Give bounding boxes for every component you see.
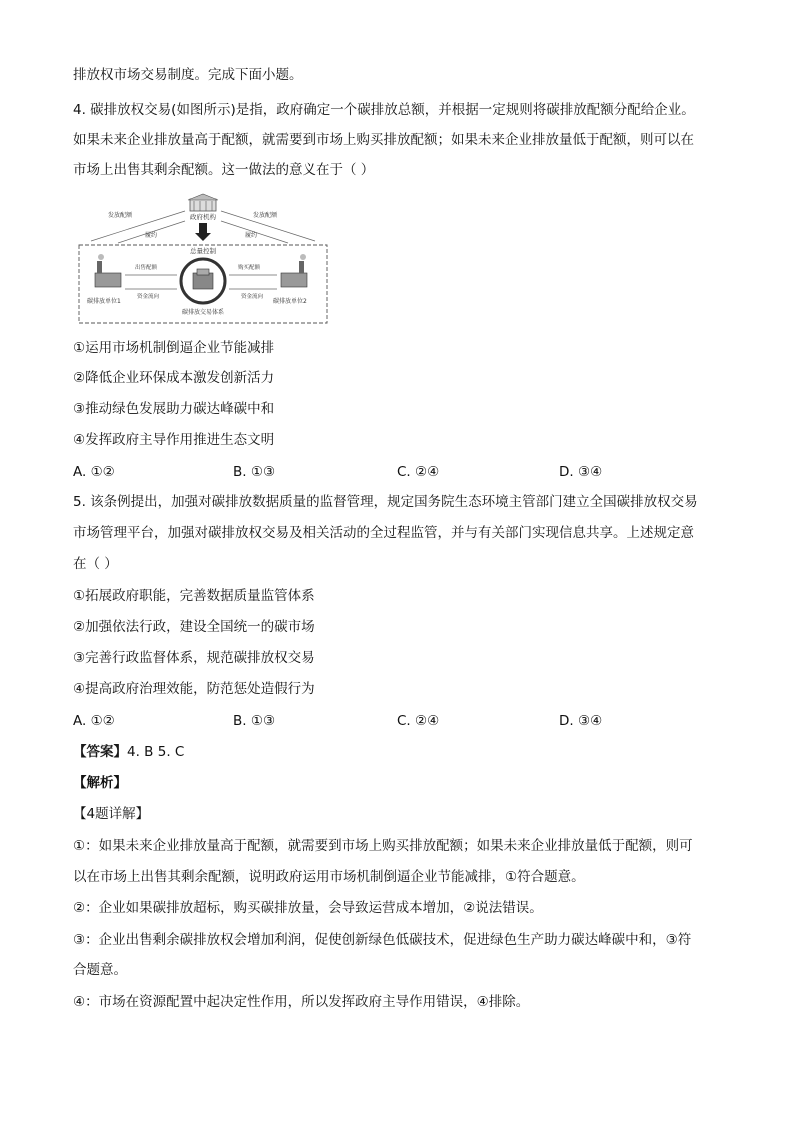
q5-choice-c: C. ②④ bbox=[397, 713, 440, 729]
government-building-icon bbox=[188, 194, 218, 211]
q5-choice-d: D. ③④ bbox=[559, 713, 603, 729]
q5-choice-b: B. ①③ bbox=[233, 713, 276, 729]
q4-choice-d: D. ③④ bbox=[559, 464, 603, 480]
analysis-3-line-2: 合题意。 bbox=[73, 962, 127, 978]
diagram-total-control-label: 总量控制 bbox=[190, 247, 216, 255]
analysis-tag: 【解析】 bbox=[73, 775, 127, 791]
q5-choice-a: A. ①② bbox=[73, 713, 115, 729]
q4-choice-a: A. ①② bbox=[73, 464, 115, 480]
analysis-4: ④：市场在资源配置中起决定性作用，所以发挥政府主导作用错误，④排除。 bbox=[73, 994, 530, 1010]
diagram-down-arrow bbox=[195, 223, 211, 241]
analysis-2: ②：企业如果碳排放超标，购买碳排放量，会导致运营成本增加，②说法错误。 bbox=[73, 900, 543, 916]
q4-choice-b: B. ①③ bbox=[233, 464, 276, 480]
q5-option-3: ③完善行政监督体系，规范碳排放权交易 bbox=[73, 650, 315, 666]
q4-stem-line-1: 4. 碳排放权交易(如图所示)是指，政府确定一个碳排放总额，并根据一定规则将碳排放配额分配给企业。 bbox=[73, 102, 695, 118]
factory-1-icon bbox=[95, 254, 121, 287]
q5-stem-line-3: 在（ ） bbox=[73, 556, 118, 572]
q5-option-2: ②加强依法行政，建设全国统一的碳市场 bbox=[73, 619, 315, 635]
q5-option-4: ④提高政府治理效能，防范惩处造假行为 bbox=[73, 681, 315, 697]
diagram-fund-right-label: 资金流向 bbox=[241, 294, 264, 300]
q4-choice-c: C. ②④ bbox=[397, 464, 440, 480]
intro-line: 排放权市场交易制度。完成下面小题。 bbox=[73, 67, 303, 83]
q4-stem-line-2: 如果未来企业排放量高于配额，就需要到市场上购买排放配额；如果未来企业排放量低于配额，则可以在 bbox=[73, 132, 694, 148]
diagram-fund-left-label: 资金流向 bbox=[137, 294, 160, 300]
answer-line bbox=[73, 742, 184, 762]
q4-stem-line-3: 市场上出售其剩余配额。这一做法的意义在于（ ） bbox=[73, 162, 375, 178]
diagram-unit1-label: 碳排放单位1 bbox=[87, 298, 121, 305]
diagram-buy-label: 购买配额 bbox=[238, 265, 261, 271]
detail-tag: 【4题详解】 bbox=[73, 806, 150, 822]
q5-choices bbox=[73, 711, 753, 731]
answer-tag: 【答案】 bbox=[73, 744, 127, 760]
q4-choices bbox=[73, 462, 753, 482]
diagram-system-label: 碳排放交易体系 bbox=[181, 309, 225, 316]
q4-option-1: ①运用市场机制倒逼企业节能减排 bbox=[73, 340, 275, 356]
diagram-sell-label: 出售配额 bbox=[135, 265, 158, 271]
diagram-unit2-label: 碳排放单位2 bbox=[273, 298, 307, 305]
q4-option-2: ②降低企业环保成本激发创新活力 bbox=[73, 370, 275, 386]
q5-stem-line-2: 市场管理平台，加强对碳排放权交易及相关活动的全过程监管，并与有关部门实现信息共享。上述规定意 bbox=[73, 525, 694, 541]
answer-text: 4. B 5. C bbox=[127, 744, 185, 760]
q4-option-4: ④发挥政府主导作用推进生态文明 bbox=[73, 432, 275, 448]
q4-option-3: ③推动绿色发展助力碳达峰碳中和 bbox=[73, 401, 275, 417]
diagram-right-allocate-label: 发放配额 bbox=[253, 212, 278, 219]
analysis-1-line-2: 以在市场上出售其剩余配额，说明政府运用市场机制倒逼企业节能减排，①符合题意。 bbox=[73, 869, 585, 885]
diagram-left-allocate-label: 发放配额 bbox=[108, 212, 133, 219]
analysis-3-line-1: ③：企业出售剩余碳排放权会增加利润，促使创新绿色低碳技术，促进绿色生产助力碳达峰碳中和，③符 bbox=[73, 932, 692, 948]
diagram-government-label: 政府机构 bbox=[190, 213, 216, 221]
carbon-trading-diagram bbox=[73, 193, 333, 328]
diagram-trading-cycle-icon bbox=[181, 259, 225, 303]
factory-2-icon bbox=[281, 254, 307, 287]
q5-stem-line-1: 5. 该条例提出，加强对碳排放数据质量的监督管理，规定国务院生态环境主管部门建立全国碳排放权交易 bbox=[73, 494, 698, 510]
diagram-right-fulfil-label: 履约 bbox=[245, 232, 258, 239]
analysis-1-line-1: ①：如果未来企业排放量高于配额，就需要到市场上购买排放配额；如果未来企业排放量低于配额，则可 bbox=[73, 838, 693, 854]
q5-option-1: ①拓展政府职能，完善数据质量监管体系 bbox=[73, 588, 315, 604]
diagram-left-fulfil-label: 履约 bbox=[145, 232, 158, 239]
